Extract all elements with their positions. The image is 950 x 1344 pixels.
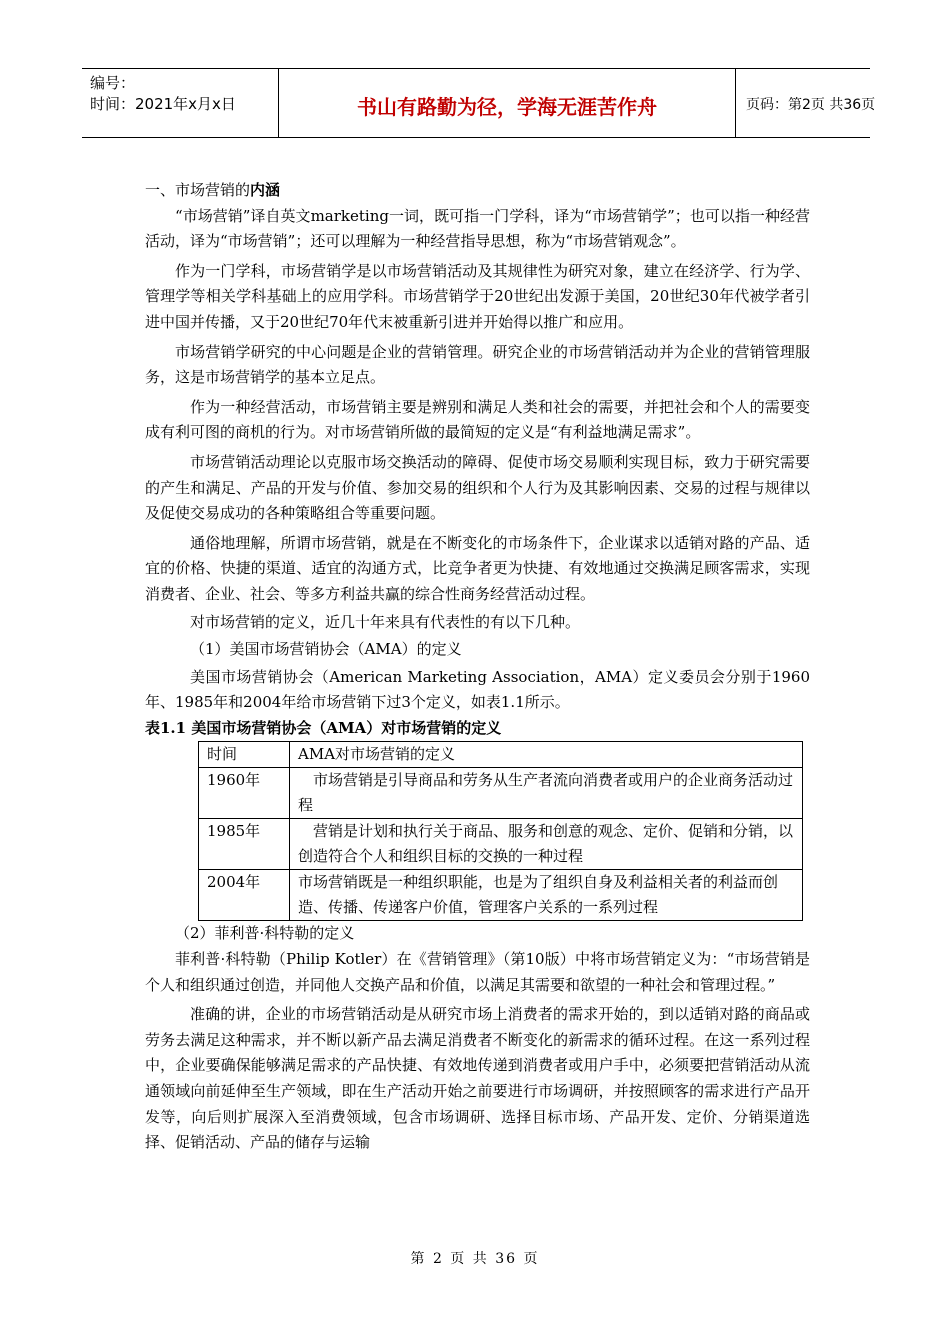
table-cell-year: 2004年 <box>199 870 290 921</box>
paragraph: （2）菲利普·科特勒的定义 <box>175 924 355 943</box>
table-cell-year: 1960年 <box>199 768 290 819</box>
page-footer: 第 2 页 共 36 页 <box>410 1251 540 1267</box>
table-header-cell: 时间 <box>199 742 290 768</box>
header-page-cell <box>736 69 876 137</box>
table-header-row <box>199 742 803 768</box>
table-row <box>199 819 803 870</box>
paragraph: “市场营销”译自英文marketing一词，既可指一门学科，译为“市场营销学”；也可以指一种经营活动，译为“市场营销”；还可以理解为一种经营指导思想，称为“市场营销观念”。 <box>145 206 810 251</box>
header-meta-cell <box>82 69 279 137</box>
paragraph: 对市场营销的定义，近几十年来具有代表性的有以下几种。 <box>190 612 581 631</box>
number-label: 编号： <box>90 74 136 92</box>
table-row <box>199 870 803 921</box>
table-caption: 表1.1 美国市场营销协会（AMA）对市场营销的定义 <box>145 718 502 737</box>
section-title-bold: 内涵 <box>250 181 281 199</box>
table-header-cell: AMA对市场营销的定义 <box>290 742 803 768</box>
paragraph: 菲利普·科特勒（Philip Kotler）在《营销管理》（第10版）中将市场营销定义为：“市场营销是个人和组织通过创造，并同他人交换产品和价值，以满足其需要和欲望的一种社会和管理过程。” <box>145 950 810 994</box>
paragraph: 作为一门学科，市场营销学是以市场营销活动及其规律性为研究对象，建立在经济学、行为学、管理学等相关学科基础上的应用学科。市场营销学于20世纪出发源于美国，20世纪30年代被学者引进中国并传播，又于20世纪70年代末被重新引进并开始得以推广和应用。 <box>145 261 810 331</box>
header-motto: 书山有路勤为径，学海无涯苦作舟 <box>357 95 657 119</box>
paragraph: 市场营销学研究的中心问题是企业的营销管理。研究企业的市场营销活动并为企业的营销管理服务，这是市场营销学的基本立足点。 <box>145 342 810 387</box>
paragraph: 市场营销活动理论以克服市场交换活动的障碍、促使市场交易顺利实现目标，致力于研究需要的产生和满足、产品的开发与价值、参加交易的组织和个人行为及其影响因素、交易的过程与规律以及促使交易成功的各种策略组合等重要问题。 <box>145 452 810 523</box>
section-title-prefix: 一、市场营销的 <box>145 181 251 199</box>
header-page-info: 页码：第2页 共36页 <box>746 97 876 113</box>
paragraph: 作为一种经营活动，市场营销主要是辨别和满足人类和社会的需要，并把社会和个人的需要变成有利可图的商机的行为。对市场营销所做的最简短的定义是“有利益地满足需求”。 <box>145 397 810 442</box>
section-title <box>145 178 810 204</box>
document-body <box>145 178 810 1156</box>
table-cell-definition: 市场营销既是一种组织职能，也是为了组织自身及利益相关者的利益而创造、传播、传递客户价值，管理客户关系的一系列过程 <box>290 870 803 921</box>
paragraph: 通俗地理解，所谓市场营销，就是在不断变化的市场条件下，企业谋求以适销对路的产品、适宜的价格、快捷的渠道、适宜的沟通方式，比竞争者更为快捷、有效地通过交换满足顾客需求，实现消费者、企业、社会、等多方利益共赢的综合性商务经营活动过程。 <box>145 533 810 603</box>
paragraph: 美国市场营销协会（American Marketing Association，AMA）定义委员会分别于1960年、1985年和2004年给市场营销下过3个定义，如表1.1所示。 <box>145 667 810 712</box>
header-motto-cell <box>279 69 736 137</box>
definitions-table <box>198 741 803 921</box>
paragraph: 准确的讲，企业的市场营销活动是从研究市场上消费者的需求开始的，到以适销对路的商品或劳务去满足这种需求，并不断以新产品去满足消费者不断变化的新需求的循环过程。在这一系列过程中，企业要确保能够满足需求的产品快捷、有效地传递到消费者或用户手中，必须要把营销活动从流通领域向前延伸至生产领域，即在生产活动开始之前要进行市场调研，并按照顾客的需求进行产品开发等，向后则扩展深入至消费领域，包含市场调研、选择目标市场、产品开发、定价、分销渠道选择、促销活动、产品的储存与运输 <box>145 1005 810 1152</box>
table-cell-definition: 市场营销是引导商品和劳务从生产者流向消费者或用户的企业商务活动过程 <box>290 768 803 819</box>
page-header <box>82 68 876 138</box>
table-row <box>199 768 803 819</box>
table-cell-definition: 营销是计划和执行关于商品、服务和创意的观念、定价、促销和分销，以创造符合个人和组织目标的交换的一种过程 <box>290 819 803 870</box>
date-label: 时间：2021年x月x日 <box>90 95 236 113</box>
paragraph: （1）美国市场营销协会（AMA）的定义 <box>190 640 462 659</box>
table-cell-year: 1985年 <box>199 819 290 870</box>
